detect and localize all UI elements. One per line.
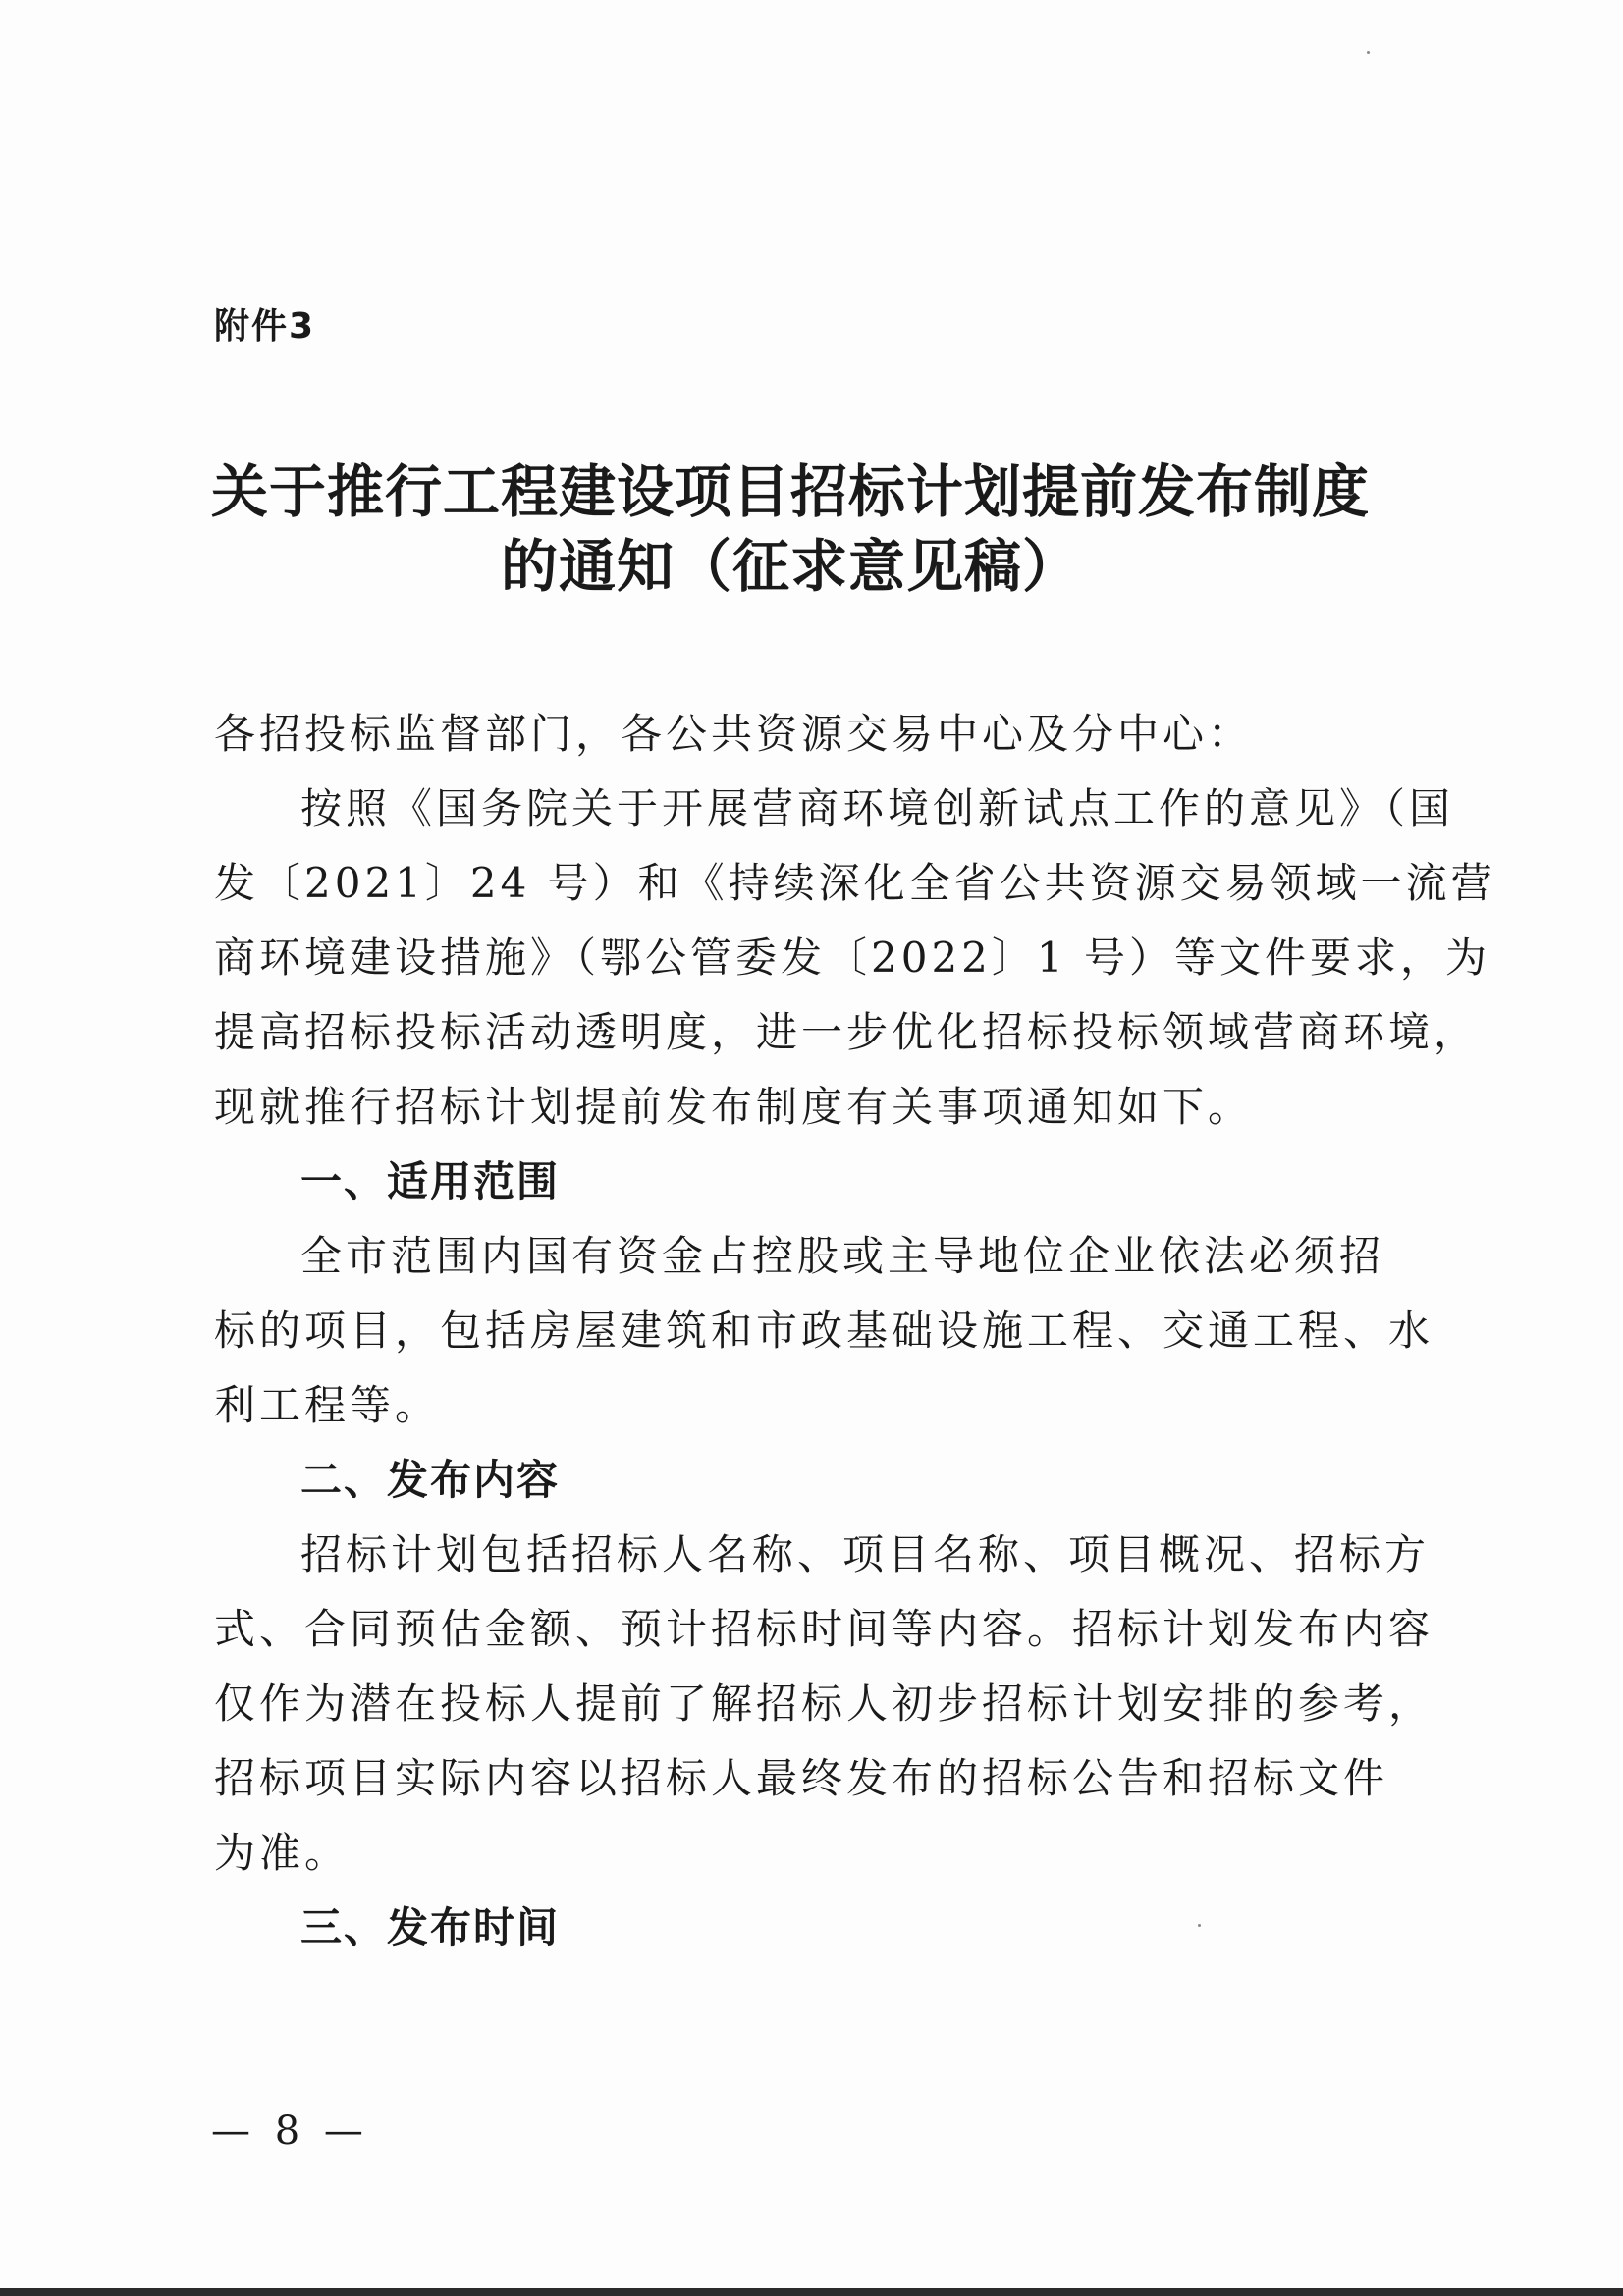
section-heading-time: 三、发布时间 — [300, 1903, 561, 1951]
paragraph-line: 发〔2021〕24 号）和《持续深化全省公共资源交易领域一流营 — [214, 859, 1496, 907]
paragraph-line: 招标项目实际内容以招标人最终发布的招标公告和招标文件 — [214, 1754, 1389, 1802]
page-number: — 8 — — [211, 2109, 369, 2154]
document-body — [214, 697, 1496, 1965]
salutation: 各招投标监督部门，各公共资源交易中心及分中心： — [214, 710, 1254, 758]
paragraph-line: 为准。 — [214, 1829, 351, 1877]
paragraph-line: 按照《国务院关于开展营商环境创新试点工作的意见》（国 — [300, 784, 1455, 832]
section-heading-content: 二、发布内容 — [300, 1456, 561, 1504]
scan-bottom-edge — [0, 2288, 1623, 2296]
paragraph-line: 提高招标投标活动透明度，进一步优化招标投标领域营商环境， — [214, 1008, 1480, 1056]
paragraph-line: 式、合同预估金额、预计招标时间等内容。招标计划发布内容 — [214, 1605, 1434, 1653]
paragraph-line: 标的项目，包括房屋建筑和市政基础设施工程、交通工程、水 — [214, 1307, 1434, 1355]
paragraph-line: 招标计划包括招标人名称、项目名称、项目概况、招标方 — [300, 1530, 1431, 1578]
section-heading-scope: 一、适用范围 — [300, 1157, 561, 1205]
scan-speck — [1367, 51, 1370, 54]
paragraph-line: 仅作为潜在投标人提前了解招标人初步招标计划安排的参考， — [214, 1680, 1434, 1728]
paragraph-line: 全市范围内国有资金占控股或主导地位企业依法必须招 — [300, 1232, 1385, 1280]
attachment-label: 附件3 — [214, 306, 316, 347]
paragraph-line: 利工程等。 — [214, 1381, 441, 1429]
title-line-2: 的通知（征求意见稿） — [500, 533, 1080, 600]
document-title — [157, 454, 1424, 603]
scan-speck — [1198, 1924, 1201, 1927]
title-line-1: 关于推行工程建设项目招标计划提前发布制度 — [210, 458, 1370, 525]
paragraph-line: 商环境建设措施》（鄂公管委发〔2022〕1 号）等文件要求，为 — [214, 934, 1490, 982]
paragraph-line: 现就推行招标计划提前发布制度有关事项通知如下。 — [214, 1083, 1254, 1131]
